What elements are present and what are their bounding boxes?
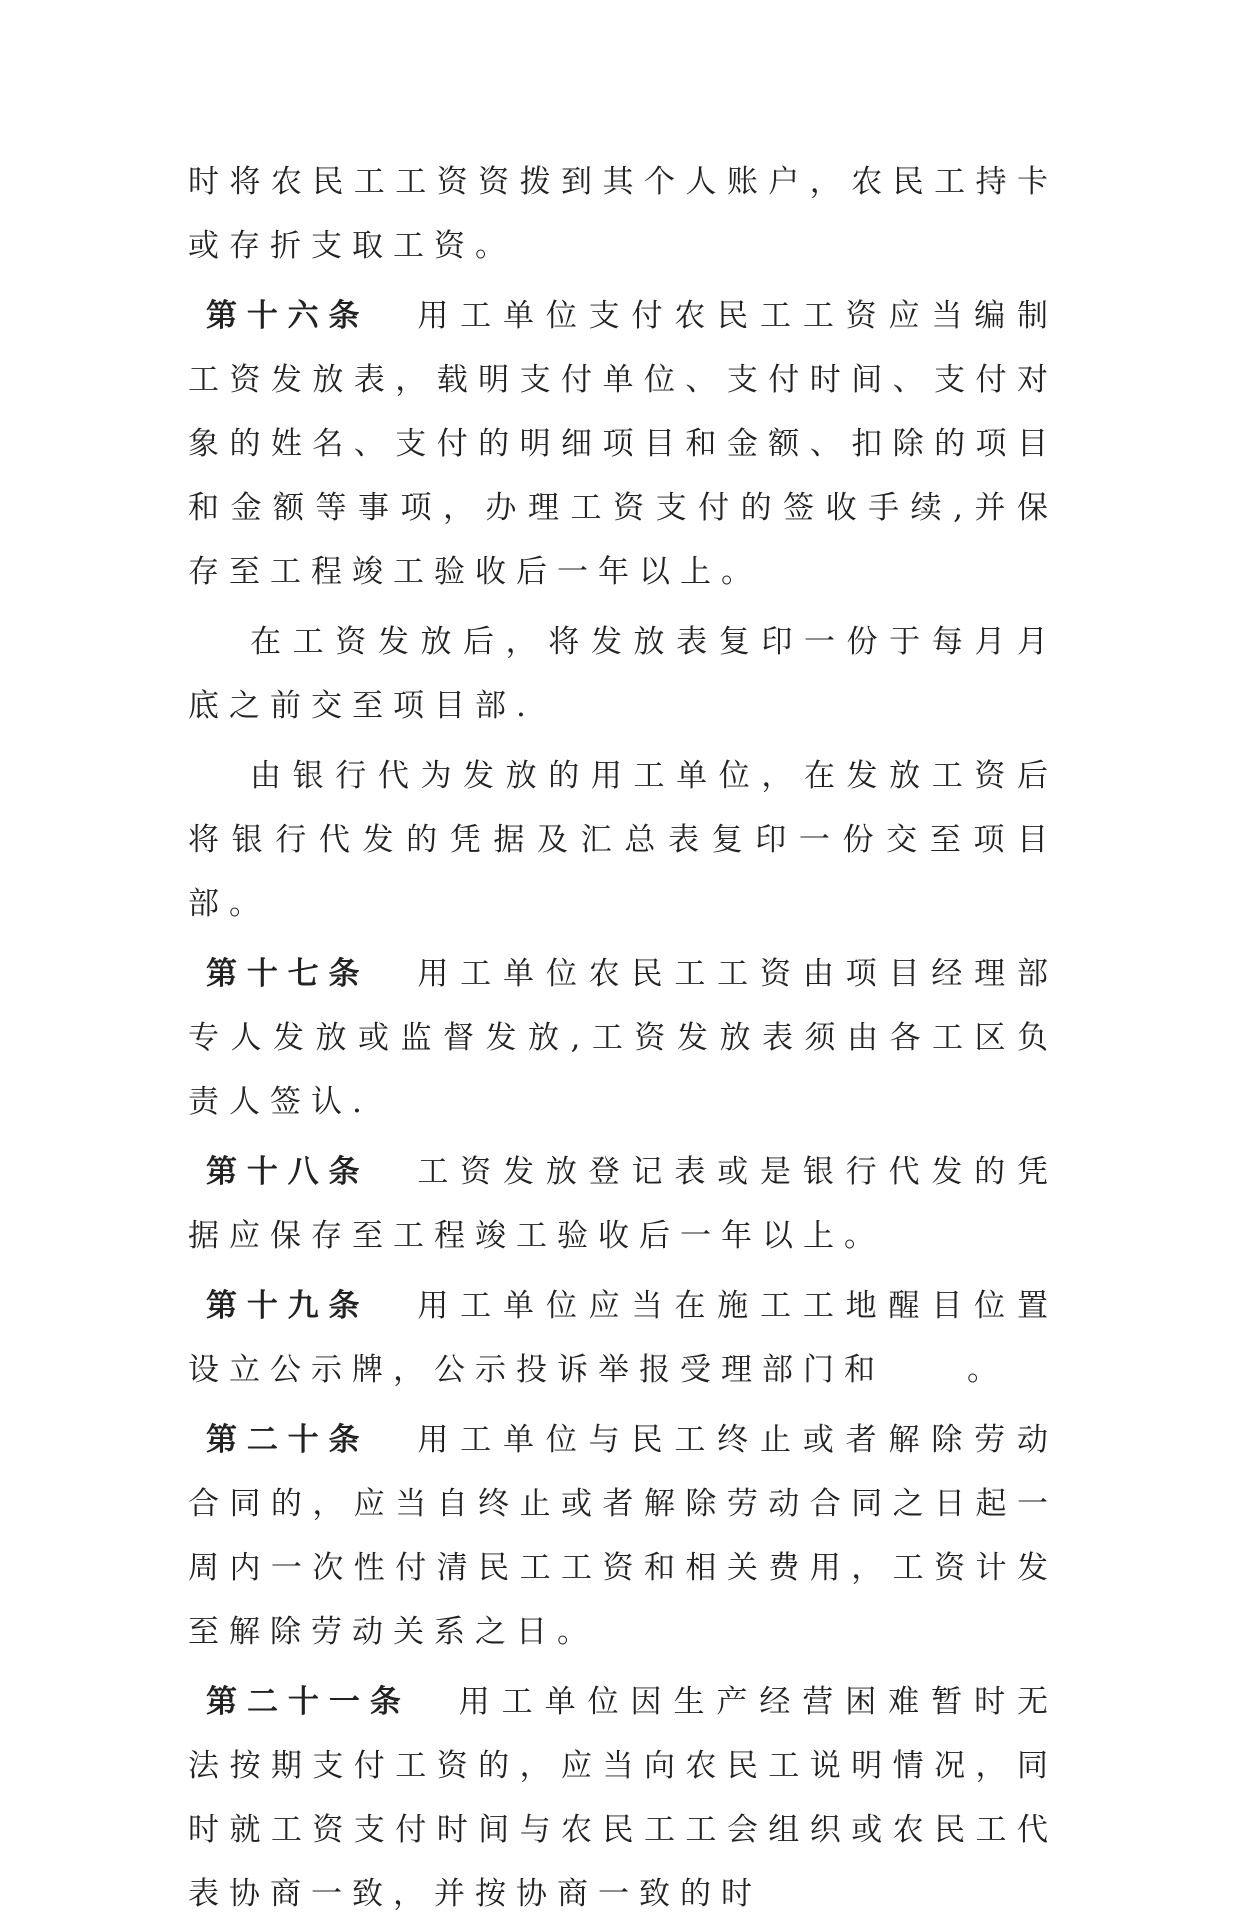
paragraph-text: 工资发放登记表或是银行代发的凭据应保存至工程竣工验收后一年以上。 (188, 1154, 1059, 1254)
paragraph-continuation (188, 150, 1058, 278)
paragraph-text: 由银行代为发放的用工单位，在发放工资后将银行代发的凭据及汇总表复印一份交至项目部。 (188, 758, 1058, 922)
article-18 (188, 1140, 1058, 1268)
paragraph-text: 用工单位支付农民工工资应当编制工资发放表，载明支付单位、支付时间、支付对象的姓名、支付的明细项目和金额、扣除的项目和金额等事项，办理工资支付的签收手续,并保存至工程竣工验收后一年以上。 (188, 298, 1059, 590)
article-heading: 第十七条 (206, 956, 370, 992)
paragraph-payroll-copy (188, 610, 1058, 738)
paragraph-text: 用工单位应当在施工工地醒目位置设立公示牌，公示投诉举报受理部门和 。 (188, 1288, 1059, 1388)
article-21 (188, 1670, 1058, 1926)
article-heading: 第十九条 (206, 1288, 370, 1324)
article-heading: 第二十一条 (206, 1684, 411, 1720)
article-20 (188, 1408, 1058, 1664)
article-19 (188, 1274, 1058, 1402)
paragraph-text: 用工单位因生产经营困难暂时无法按期支付工资的，应当向农民工说明情况，同时就工资支付时间与农民工工会组织或农民工代表协商一致，并按协商一致的时 (188, 1684, 1059, 1912)
paragraph-bank-payment (188, 744, 1058, 936)
article-17 (188, 942, 1058, 1134)
article-heading: 第十八条 (206, 1154, 370, 1190)
paragraph-text: 用工单位与民工终止或者解除劳动合同的，应当自终止或者解除劳动合同之日起一周内一次性付清民工工资和相关费用，工资计发至解除劳动关系之日。 (188, 1422, 1059, 1650)
article-16 (188, 284, 1058, 604)
document-page (188, 150, 1058, 1932)
paragraph-text: 在工资发放后，将发放表复印一份于每月月底之前交至项目部. (188, 624, 1058, 724)
paragraph-text: 用工单位农民工工资由项目经理部专人发放或监督发放,工资发放表须由各工区负责人签认. (188, 956, 1059, 1120)
paragraph-text: 时将农民工工资资拨到其个人账户，农民工持卡或存折支取工资。 (188, 164, 1058, 264)
article-heading: 第二十条 (206, 1422, 370, 1458)
article-heading: 第十六条 (206, 298, 370, 334)
